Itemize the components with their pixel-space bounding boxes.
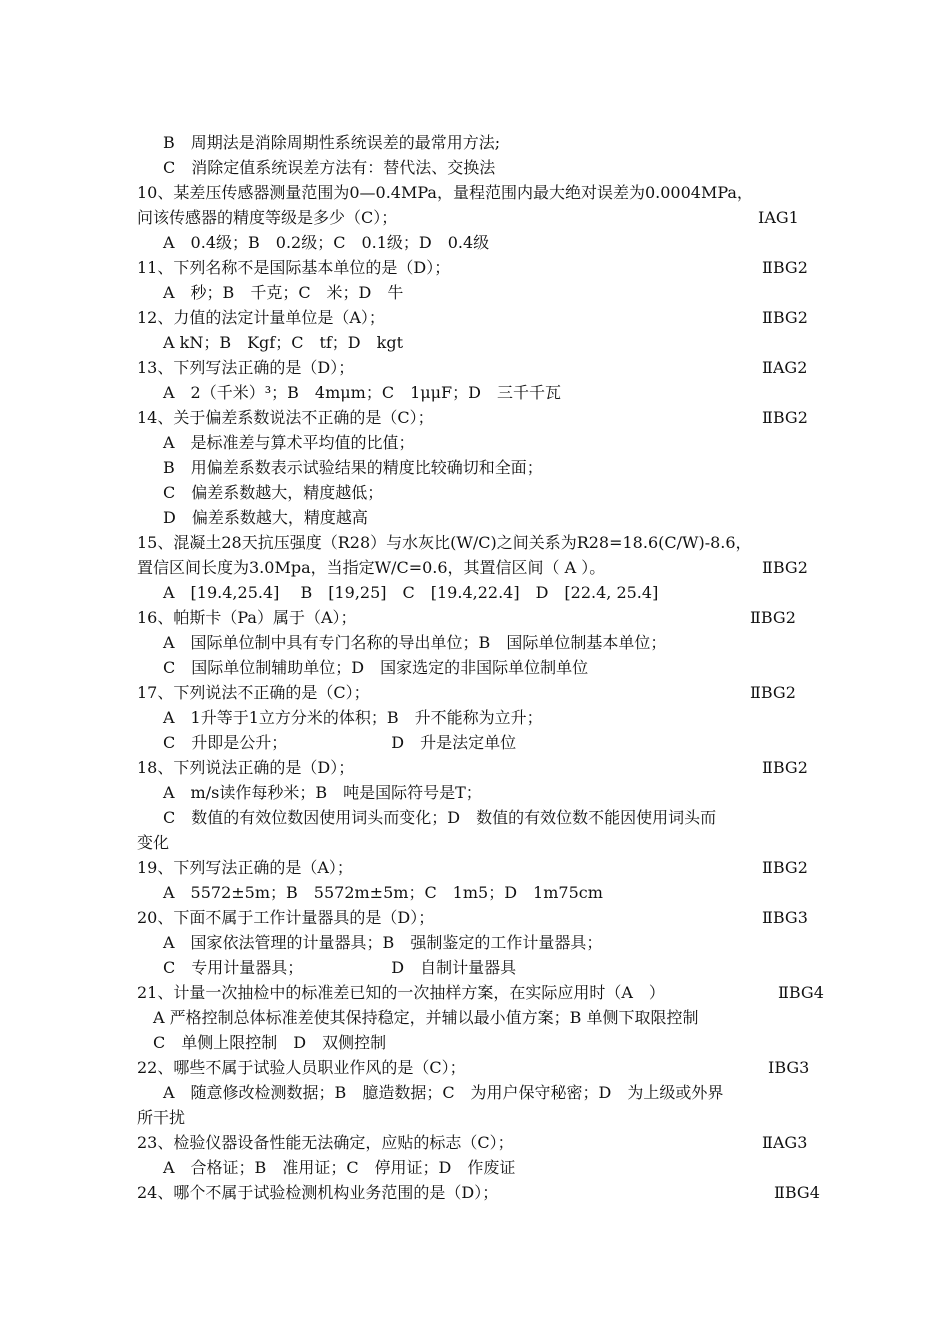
text-line: [0, 131, 950, 155]
difficulty-tag: ⅡBG2: [762, 558, 808, 577]
text-line: [0, 781, 950, 805]
line-text: 21、计量一次抽检中的标准差已知的一次抽样方案，在实际应用时（A ）: [137, 983, 665, 1002]
text-line: [0, 231, 950, 255]
text-line: [0, 531, 950, 555]
line-text: A 国家依法管理的计量器具；B 强制鉴定的工作计量器具；: [163, 933, 603, 952]
line-text: A 是标准差与算术平均值的比值；: [163, 433, 415, 452]
text-line: [0, 356, 950, 380]
difficulty-tag: ⅡAG3: [762, 1133, 808, 1152]
line-text: A [19.4,25.4] B [19,25] C [19.4,22.4] D [22.4, 25.4]: [163, 583, 659, 602]
line-text: A 随意修改检测数据；B 臆造数据；C 为用户保守秘密；D 为上级或外界: [163, 1083, 724, 1102]
difficulty-tag: IAG1: [758, 208, 799, 227]
text-line: [0, 706, 950, 730]
text-line: [0, 756, 950, 780]
text-line: [0, 656, 950, 680]
line-text: 18、下列说法正确的是（D）；: [137, 758, 355, 777]
line-text: A 2（千米）³；B 4mμm；C 1μμF；D 三千千瓦: [163, 383, 561, 402]
text-line: [0, 281, 950, 305]
text-line: [0, 831, 950, 855]
line-text: A 秒；B 千克；C 米；D 牛: [163, 283, 404, 302]
line-text: A 国际单位制中具有专门名称的导出单位；B 国际单位制基本单位；: [163, 633, 667, 652]
text-line: [0, 1181, 950, 1205]
line-text: 19、下列写法正确的是（A）；: [137, 858, 353, 877]
difficulty-tag: ⅡAG2: [762, 358, 808, 377]
text-line: [0, 406, 950, 430]
text-line: [0, 506, 950, 530]
line-text: 16、帕斯卡（Pa）属于（A）；: [137, 608, 357, 627]
text-line: [0, 431, 950, 455]
text-line: [0, 1081, 950, 1105]
line-text: 20、下面不属于工作计量器具的是（D）；: [137, 908, 435, 927]
difficulty-tag: ⅡBG2: [762, 258, 808, 277]
line-text: B 周期法是消除周期性系统误差的最常用方法;: [163, 133, 501, 152]
text-line: [0, 381, 950, 405]
line-text: A 5572±5m；B 5572m±5m；C 1m5；D 1m75cm: [163, 883, 603, 902]
line-text: 所干扰: [137, 1108, 186, 1127]
line-text: C 国际单位制辅助单位；D 国家选定的非国际单位制单位: [163, 658, 589, 677]
text-line: [0, 481, 950, 505]
text-line: [0, 1131, 950, 1155]
line-text: 问该传感器的精度等级是多少（C）；: [137, 208, 398, 227]
line-text: A 严格控制总体标准差使其保持稳定，并辅以最小值方案；B 单侧下取限控制: [153, 1008, 699, 1027]
text-line: [0, 681, 950, 705]
text-line: [0, 731, 950, 755]
difficulty-tag: IBG3: [768, 1058, 810, 1077]
text-line: [0, 1006, 950, 1030]
line-text: 10、某差压传感器测量范围为0—0.4MPa，量程范围内最大绝对误差为0.0004MPa，: [137, 183, 753, 202]
line-text: A 0.4级；B 0.2级；C 0.1级；D 0.4级: [163, 233, 490, 252]
difficulty-tag: ⅡBG2: [750, 608, 796, 627]
text-line: [0, 906, 950, 930]
difficulty-tag: ⅡBG2: [750, 683, 796, 702]
line-text: 11、下列名称不是国际基本单位的是（D）；: [137, 258, 451, 277]
text-line: [0, 931, 950, 955]
line-text: D 偏差系数越大，精度越高: [163, 508, 368, 527]
line-text: 变化: [137, 833, 170, 852]
difficulty-tag: ⅡBG3: [762, 908, 808, 927]
line-text: C 偏差系数越大，精度越低；: [163, 483, 384, 502]
text-line: [0, 606, 950, 630]
difficulty-tag: ⅡBG2: [762, 308, 808, 327]
line-text: C 数值的有效位数因使用词头而变化；D 数值的有效位数不能因使用词头而: [163, 808, 717, 827]
difficulty-tag: ⅡBG2: [762, 408, 808, 427]
text-line: [0, 806, 950, 830]
text-line: [0, 1031, 950, 1055]
text-line: [0, 1056, 950, 1080]
text-line: [0, 1106, 950, 1130]
text-line: [0, 856, 950, 880]
line-text: A kN；B Kgf；C tf；D kgt: [163, 333, 404, 352]
line-text: B 用偏差系数表示试验结果的精度比较确切和全面；: [163, 458, 543, 477]
text-line: [0, 256, 950, 280]
line-text: 14、关于偏差系数说法不正确的是（C）；: [137, 408, 434, 427]
line-text: 22、哪些不属于试验人员职业作风的是（C）；: [137, 1058, 466, 1077]
text-line: [0, 581, 950, 605]
text-line: [0, 556, 950, 580]
line-text: 15、混凝土28天抗压强度（R28）与水灰比(W/C)之间关系为R28=18.6(C/W)-8.6，: [137, 533, 752, 552]
text-line: [0, 631, 950, 655]
text-line: [0, 331, 950, 355]
line-text: 12、力值的法定计量单位是（A）；: [137, 308, 385, 327]
text-line: [0, 181, 950, 205]
text-line: [0, 981, 950, 1005]
line-text: C 消除定值系统误差方法有：替代法、交换法: [163, 158, 496, 177]
line-text: A 1升等于1立方分米的体积；B 升不能称为立升；: [163, 708, 543, 727]
difficulty-tag: ⅡBG2: [762, 758, 808, 777]
text-line: [0, 1156, 950, 1180]
difficulty-tag: ⅡBG4: [774, 1183, 820, 1202]
line-text: 17、下列说法不正确的是（C）；: [137, 683, 370, 702]
line-text: A 合格证；B 准用证；C 停用证；D 作废证: [163, 1158, 516, 1177]
text-line: [0, 956, 950, 980]
line-text: A m/s读作每秒米；B 吨是国际符号是T；: [163, 783, 482, 802]
line-text: 24、哪个不属于试验检测机构业务范围的是（D）；: [137, 1183, 499, 1202]
difficulty-tag: ⅡBG2: [762, 858, 808, 877]
line-text: C 升即是公升； D 升是法定单位: [163, 733, 517, 752]
text-line: [0, 156, 950, 180]
text-line: [0, 306, 950, 330]
line-text: 置信区间长度为3.0Mpa，当指定W/C=0.6，其置信区间（ A ）。: [137, 558, 606, 577]
text-line: [0, 881, 950, 905]
text-line: [0, 206, 950, 230]
text-line: [0, 456, 950, 480]
line-text: C 单侧上限控制 D 双侧控制: [153, 1033, 387, 1052]
difficulty-tag: ⅡBG4: [778, 983, 824, 1002]
line-text: 23、检验仪器设备性能无法确定，应贴的标志（C）；: [137, 1133, 514, 1152]
line-text: C 专用计量器具； D 自制计量器具: [163, 958, 517, 977]
line-text: 13、下列写法正确的是（D）；: [137, 358, 355, 377]
